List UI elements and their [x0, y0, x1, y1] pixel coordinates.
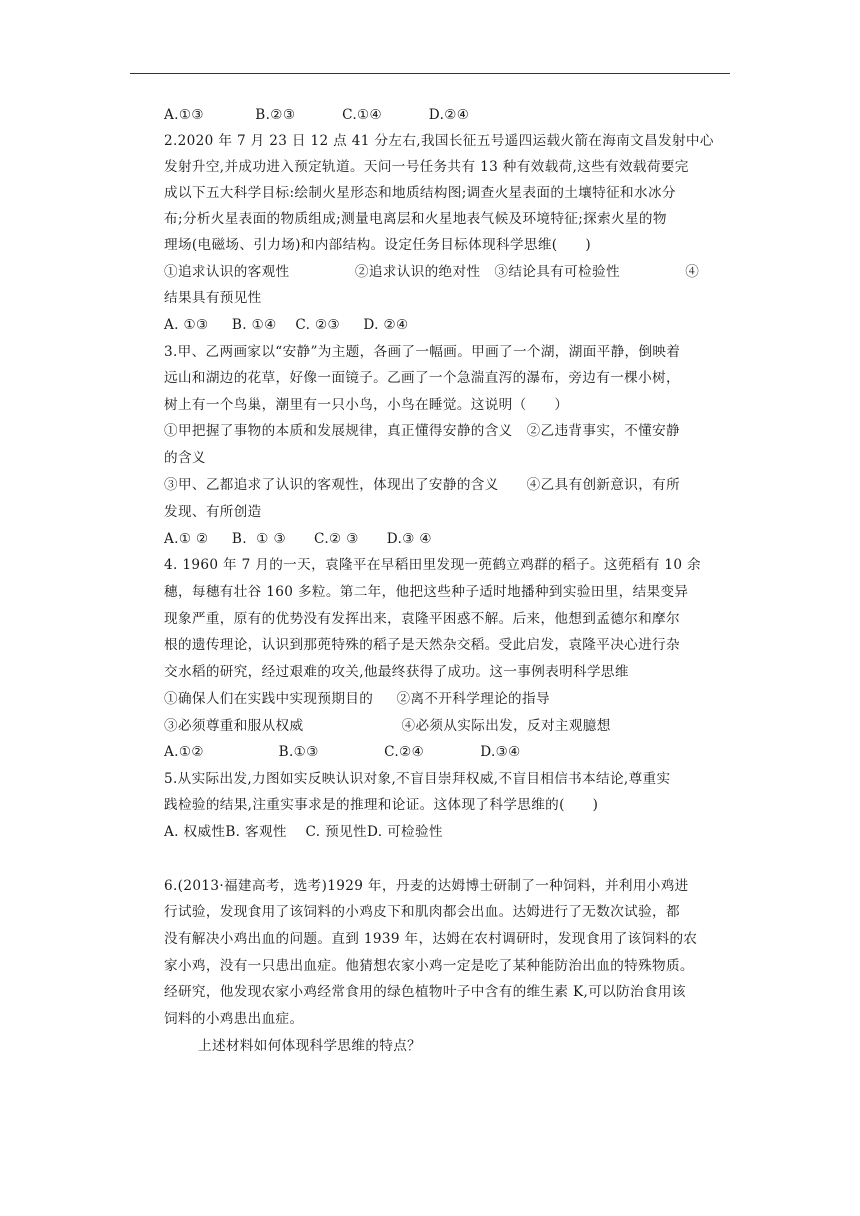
q4-line-2: 穗，每穗有壮谷 160 多粒。第二年，他把这些种子适时地播种到实验田里，结果变异 — [164, 584, 689, 600]
q3-line-2: 远山和湖边的花草，好像一面镜子。乙画了一个急湍直泻的瀑布，旁边有一棵小树， — [164, 370, 680, 386]
q6-line-3: 没有解决小鸡出血的问题。直到 1939 年，达姆在农村调研时，发现食用了该饲料的农 — [164, 931, 698, 947]
q2-line-5: 理场(电磁场、引力场)和内部结构。设定任务目标体现科学思维( ) — [164, 237, 591, 253]
q5-line-1: 5.从实际出发,力图如实反映认识对象,不盲目崇拜权威,不盲目相信书本结论,尊重实 — [164, 771, 671, 787]
q6-line-2: 行试验，发现食用了该饲料的小鸡皮下和肌肉都会出血。达姆进行了无数次试验，都 — [164, 904, 680, 920]
q3-line-1: 3.甲、乙两画家以“安静”为主题，各画了一幅画。甲画了一个湖，湖面平静，倒映着 — [164, 344, 681, 360]
q5-options: A. 权威性B. 客观性 C. 预见性D. 可检验性 — [164, 824, 443, 840]
q2-line-3: 成以下五大科学目标:绘制火星形态和地质结构图;调查火星表面的土壤特征和水冰分 — [164, 185, 676, 201]
header-rule — [130, 73, 730, 74]
q5-line-2: 践检验的结果,注重实事求是的推理和论证。这体现了科学思维的( ) — [164, 797, 599, 813]
q3-options: A.① ② B. ① ③ C.② ③ D.③ ④ — [164, 531, 432, 547]
q4-line-3: 现象严重，原有的优势没有发挥出来，袁隆平困惑不解。后来，他想到孟德尔和摩尔 — [164, 611, 680, 627]
q4-line-1: 4. 1960 年 7 月的一天，袁隆平在早稻田里发现一蔸鹤立鸡群的稻子。这蔸稻有 10 余 — [164, 557, 701, 573]
q1-options: A.①③ B.②③ C.①④ D.②④ — [164, 107, 470, 123]
q3-statement-1-cont: 的含义 — [164, 450, 206, 466]
q6-line-4: 家小鸡，没有一只患出血症。他猜想农家小鸡一定是吃了某种能防治出血的特殊物质。 — [164, 958, 694, 974]
q2-statements-cont: 结果具有预见性 — [164, 290, 262, 306]
q2-line-4: 布;分析火星表面的物质组成;测量电离层和火星地表气候及环境特征;探索火星的物 — [164, 211, 667, 227]
q3-statement-1: ①甲把握了事物的本质和发展规律，真正懂得安静的含义 ②乙违背事实，不懂安静 — [164, 423, 680, 439]
q6-line-5: 经研究，他发现农家小鸡经常食用的绿色植物叶子中含有的维生素 K,可以防治食用该 — [164, 984, 686, 1000]
q3-line-3: 树上有一个鸟巢，潮里有一只小鸟，小鸟在睡觉。这说明（ ） — [164, 397, 569, 413]
q2-line-1: 2.2020 年 7 月 23 日 12 点 41 分左右,我国长征五号遥四运载火箭在海南文昌发射中心 — [164, 133, 714, 149]
q4-statements-a: ①确保人们在实践中实现预期目的 ②离不开科学理论的指导 — [164, 691, 550, 707]
q6-question: 上述材料如何体现科学思维的特点？ — [198, 1038, 422, 1054]
q6-line-6: 饲料的小鸡患出血症。 — [164, 1011, 304, 1027]
q6-line-1: 6.(2013·福建高考，选考)1929 年，丹麦的达姆博士研制了一种饲料，并利用小鸡进 — [164, 878, 689, 894]
q4-line-5: 交水稻的研究，经过艰难的攻关,他最终获得了成功。这一事例表明科学思维 — [164, 664, 629, 680]
q4-options: A.①② B.①③ C.②④ D.③④ — [164, 744, 521, 760]
q2-options: A. ①③ B. ①④ C. ②③ D. ②④ — [164, 317, 409, 333]
q2-line-2: 发射升空,并成功进入预定轨道。天问一号任务共有 13 种有效载荷,这些有效载荷要完 — [164, 159, 689, 175]
q2-statements: ①追求认识的客观性 ②追求认识的绝对性 ③结论具有可检验性 ④ — [164, 264, 700, 280]
q4-line-4: 根的遗传理论，认识到那蔸特殊的稻子是天然杂交稻。受此启发，袁隆平决心进行杂 — [164, 637, 680, 653]
q3-statement-3: ③甲、乙都追求了认识的客观性，体现出了安静的含义 ④乙具有创新意识，有所 — [164, 477, 681, 493]
q3-statement-3-cont: 发现、有所创造 — [164, 504, 262, 520]
q4-statements-b: ③必须尊重和服从权威 ④必须从实际出发，反对主观臆想 — [164, 718, 611, 734]
